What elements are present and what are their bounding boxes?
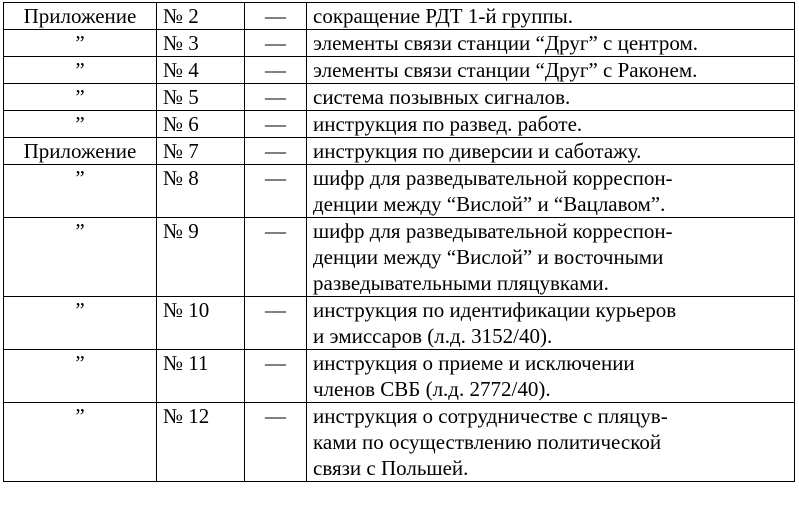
row-description <box>307 111 795 138</box>
description-line: денции между “Вислой” и “Вацлавом”. <box>313 192 666 216</box>
row-dash: — <box>245 297 307 350</box>
description-line: инструкция о сотрудничестве с пляцув- <box>313 404 668 428</box>
table-row <box>4 350 795 403</box>
row-number: № 9 <box>157 218 245 297</box>
row-dash: — <box>245 165 307 218</box>
row-number: № 6 <box>157 111 245 138</box>
row-label: ” <box>4 297 157 350</box>
table-row <box>4 111 795 138</box>
row-description <box>307 218 795 297</box>
table-row <box>4 403 795 482</box>
row-dash: — <box>245 138 307 165</box>
description-line: инструкция по диверсии и саботажу. <box>313 139 642 163</box>
description-line: шифр для разведывательной корреспон- <box>313 219 673 243</box>
table-row <box>4 297 795 350</box>
row-description <box>307 350 795 403</box>
table-row <box>4 30 795 57</box>
table-row <box>4 165 795 218</box>
row-number: № 3 <box>157 30 245 57</box>
table-row <box>4 3 795 30</box>
description-line: сокращение РДТ 1-й группы. <box>313 4 574 28</box>
row-dash: — <box>245 350 307 403</box>
row-number: № 5 <box>157 84 245 111</box>
row-label: ” <box>4 84 157 111</box>
row-description <box>307 84 795 111</box>
row-dash: — <box>245 111 307 138</box>
row-label: ” <box>4 218 157 297</box>
row-number: № 11 <box>157 350 245 403</box>
row-dash: — <box>245 3 307 30</box>
row-description <box>307 138 795 165</box>
row-label: ” <box>4 111 157 138</box>
row-label: ” <box>4 165 157 218</box>
description-line: разведывательными пляцувками. <box>313 271 609 295</box>
row-label: Приложение <box>4 138 157 165</box>
description-line: инструкция по идентификации курьеров <box>313 298 677 322</box>
row-label: Приложение <box>4 3 157 30</box>
row-description <box>307 57 795 84</box>
row-label: ” <box>4 403 157 482</box>
row-dash: — <box>245 30 307 57</box>
description-line: связи с Польшей. <box>313 456 469 480</box>
description-line: система позывных сигналов. <box>313 85 571 109</box>
description-line: инструкция о приеме и исключении <box>313 351 635 375</box>
description-line: элементы связи станции “Друг” с Раконем. <box>313 58 698 82</box>
row-number: № 12 <box>157 403 245 482</box>
row-number: № 2 <box>157 3 245 30</box>
row-description <box>307 165 795 218</box>
row-label: ” <box>4 350 157 403</box>
row-description <box>307 30 795 57</box>
row-number: № 8 <box>157 165 245 218</box>
row-number: № 10 <box>157 297 245 350</box>
description-line: денции между “Вислой” и восточными <box>313 245 664 269</box>
row-description <box>307 3 795 30</box>
row-description <box>307 297 795 350</box>
description-line: элементы связи станции “Друг” с центром. <box>313 31 698 55</box>
table-row <box>4 57 795 84</box>
row-number: № 7 <box>157 138 245 165</box>
description-line: шифр для разведывательной корреспон- <box>313 166 673 190</box>
row-dash: — <box>245 218 307 297</box>
row-number: № 4 <box>157 57 245 84</box>
table-row <box>4 84 795 111</box>
table-row <box>4 218 795 297</box>
row-dash: — <box>245 57 307 84</box>
row-description <box>307 403 795 482</box>
description-line: и эмиссаров (л.д. 3152/40). <box>313 324 553 348</box>
row-label: ” <box>4 57 157 84</box>
description-line: инструкция по развед. работе. <box>313 112 583 136</box>
appendix-table <box>3 2 795 482</box>
row-dash: — <box>245 403 307 482</box>
table-row <box>4 138 795 165</box>
row-dash: — <box>245 84 307 111</box>
description-line: ками по осуществлению политической <box>313 430 662 454</box>
row-label: ” <box>4 30 157 57</box>
description-line: членов СВБ (л.д. 2772/40). <box>313 377 551 401</box>
